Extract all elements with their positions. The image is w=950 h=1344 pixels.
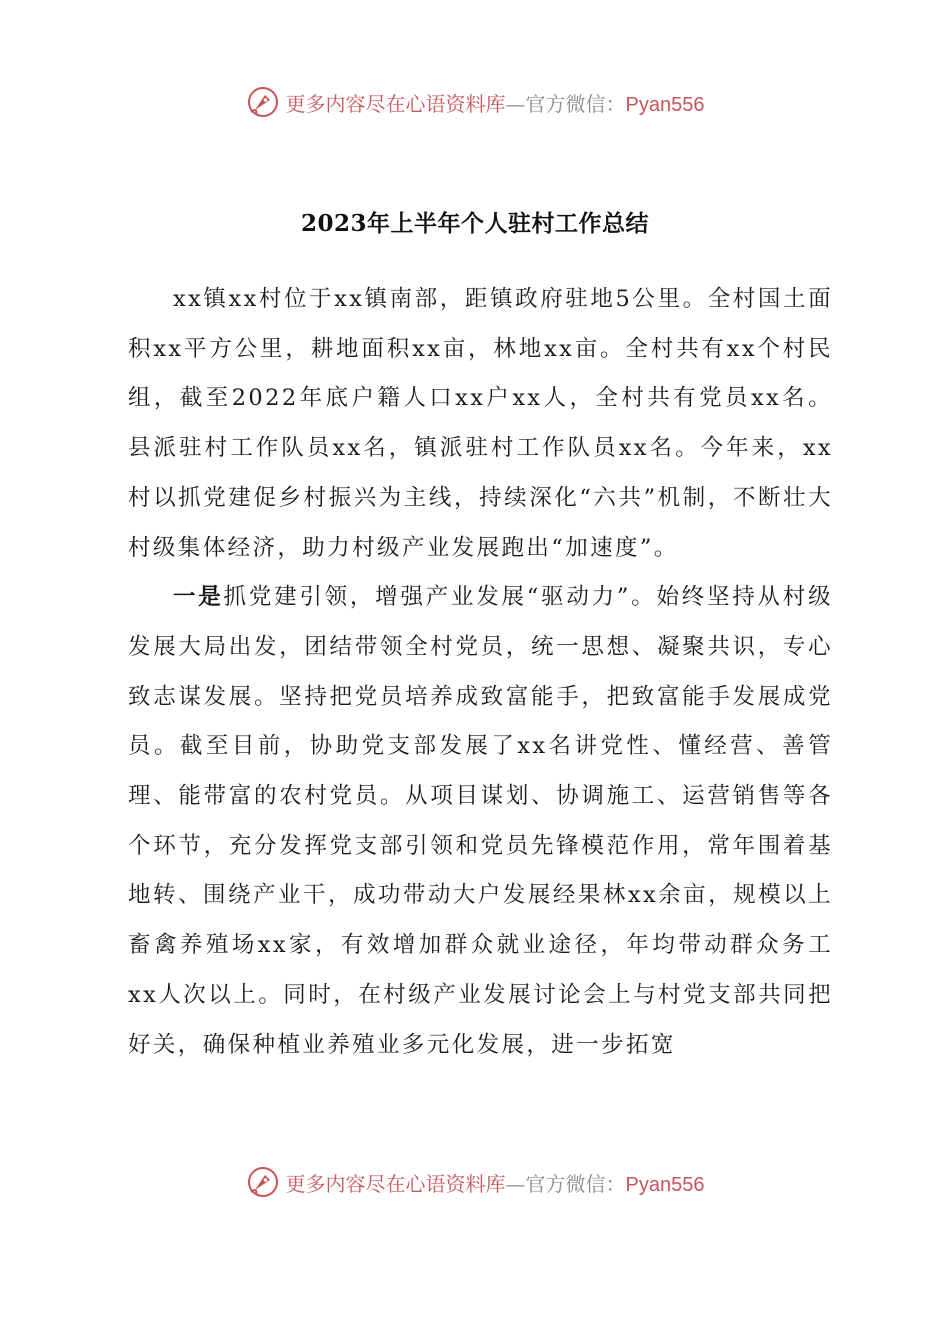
watermark-separator: — <box>505 91 526 116</box>
pen-nib-circle-icon <box>246 85 280 119</box>
watermark-content <box>246 1165 705 1199</box>
watermark-text <box>286 1168 705 1197</box>
watermark-main-text: 更多内容尽在心语资料库 <box>285 1171 506 1196</box>
paragraph-section-1 <box>128 573 833 1070</box>
paragraph-text: 抓党建引领，增强产业发展“驱动力”。始终坚持从村级发展大局出发，团结带领全村党员，统一思想、凝聚共识，专心致志谋发展。坚持把党员培养成致富能手，把致富能手发展成党员。截至目前，协助党支部发展了xx名讲党性、懂经营、善管理、能带富的农村党员。从项目谋划、协调施工、运营销售等各个环节，充分发挥党支部引领和党员先锋模范作用，常年围着基地转、围绕产业干，成功带动大户发展经果林xx余亩，规模以上畜禽养殖场xx家，有效增加群众就业途径，年均带动群众务工xx人次以上。同时，在村级产业发展讨论会上与村党支部共同把好关，确保种植业养殖业多元化发展，进一步拓宽 <box>128 584 833 1058</box>
pen-nib-circle-icon <box>246 1165 280 1199</box>
watermark-wechat-id: Pyan556 <box>625 93 705 116</box>
document-title: 2023年上半年个人驻村工作总结 <box>300 210 649 237</box>
watermark-sub-text: 官方微信： <box>525 91 626 116</box>
paragraph-text: xx镇xx村位于xx镇南部，距镇政府驻地5公里。全村国土面积xx平方公里，耕地面积xx亩，林地xx亩。全村共有xx个村民组，截至2022年底户籍人口xx户xx人，全村共有党员xx名。县派驻村工作队员xx名，镇派驻村工作队员xx名。今年来，xx村以抓党建促乡村振兴为主线，持续深化“六共”机制，不断壮大村级集体经济，助力村级产业发展跑出“加速度”。 <box>128 286 833 561</box>
document-body <box>128 275 833 1070</box>
watermark-content <box>246 85 705 119</box>
watermark-banner-bottom <box>0 1162 950 1202</box>
watermark-banner-top <box>0 82 950 122</box>
paragraph-intro <box>128 275 833 573</box>
watermark-text <box>286 88 705 117</box>
watermark-sub-text: 官方微信： <box>525 1171 626 1196</box>
watermark-separator: — <box>505 1171 526 1196</box>
watermark-wechat-id: Pyan556 <box>625 1173 705 1196</box>
paragraph-lead: 一是 <box>173 584 224 611</box>
watermark-main-text: 更多内容尽在心语资料库 <box>285 91 506 116</box>
